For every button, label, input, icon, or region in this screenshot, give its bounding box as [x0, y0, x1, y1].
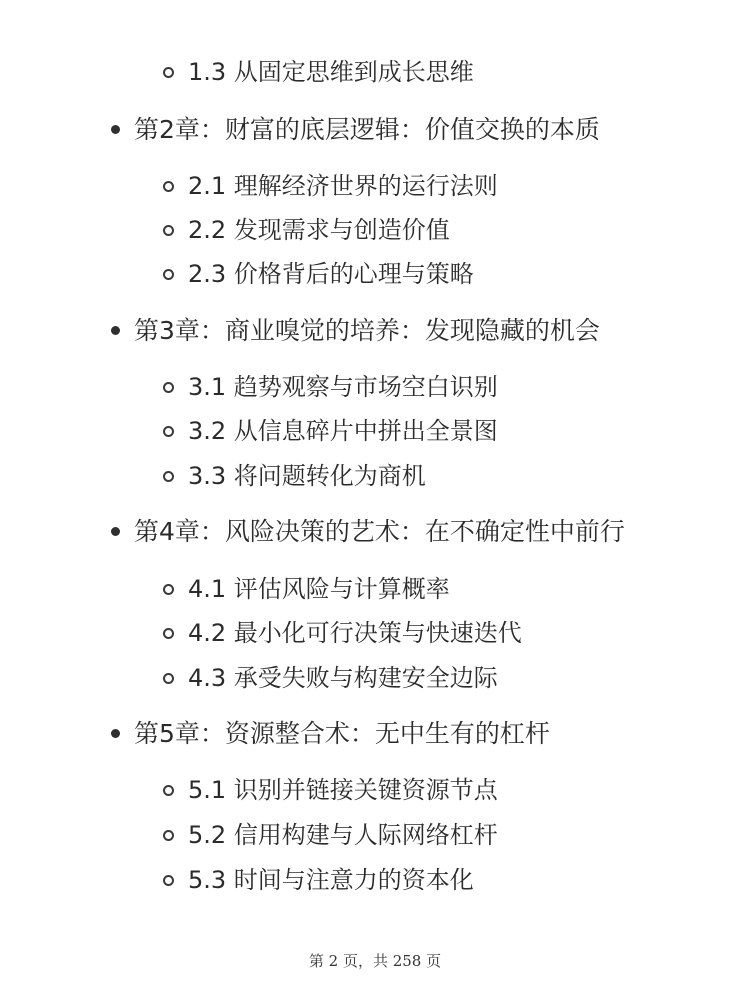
hollow-circle-bullet-icon — [163, 875, 174, 886]
hollow-circle-bullet-icon — [163, 225, 174, 236]
toc-section-label: 2.1 理解经济世界的运行法则 — [188, 172, 498, 200]
toc-section-label: 3.1 趋势观察与市场空白识别 — [188, 373, 498, 401]
filled-disc-bullet-icon — [111, 125, 120, 134]
hollow-circle-bullet-icon — [163, 67, 174, 78]
toc-section-label: 1.3 从固定思维到成长思维 — [188, 58, 474, 86]
toc-section-label: 5.3 时间与注意力的资本化 — [188, 866, 474, 894]
filled-disc-bullet-icon — [111, 729, 120, 738]
hollow-circle-bullet-icon — [163, 673, 174, 684]
toc-section-label: 5.2 信用构建与人际网络杠杆 — [188, 821, 498, 849]
hollow-circle-bullet-icon — [163, 785, 174, 796]
toc-chapter-label: 第4章：风险决策的艺术：在不确定性中前行 — [134, 517, 625, 546]
toc-chapter-label: 第5章：资源整合术：无中生有的杠杆 — [134, 719, 550, 748]
page-number-footer: 第 2 页，共 258 页 — [308, 952, 442, 970]
toc-section-label: 2.2 发现需求与创造价值 — [188, 216, 450, 244]
toc-chapter-label: 第2章：财富的底层逻辑：价值交换的本质 — [134, 115, 600, 144]
hollow-circle-bullet-icon — [163, 382, 174, 393]
filled-disc-bullet-icon — [111, 527, 120, 536]
hollow-circle-bullet-icon — [163, 181, 174, 192]
hollow-circle-bullet-icon — [163, 584, 174, 595]
hollow-circle-bullet-icon — [163, 628, 174, 639]
toc-section-label: 3.3 将问题转化为商机 — [188, 462, 426, 490]
toc-section-label: 4.3 承受失败与构建安全边际 — [188, 664, 498, 692]
filled-disc-bullet-icon — [111, 326, 120, 335]
toc-section-label: 5.1 识别并链接关键资源节点 — [188, 776, 498, 804]
hollow-circle-bullet-icon — [163, 426, 174, 437]
hollow-circle-bullet-icon — [163, 269, 174, 280]
toc-section-label: 4.1 评估风险与计算概率 — [188, 575, 450, 603]
toc-section-label: 2.3 价格背后的心理与策略 — [188, 260, 474, 288]
toc-section-label: 4.2 最小化可行决策与快速迭代 — [188, 619, 522, 647]
hollow-circle-bullet-icon — [163, 830, 174, 841]
hollow-circle-bullet-icon — [163, 471, 174, 482]
toc-section-label: 3.2 从信息碎片中拼出全景图 — [188, 417, 498, 445]
toc-chapter-label: 第3章：商业嗅觉的培养：发现隐藏的机会 — [134, 316, 600, 345]
